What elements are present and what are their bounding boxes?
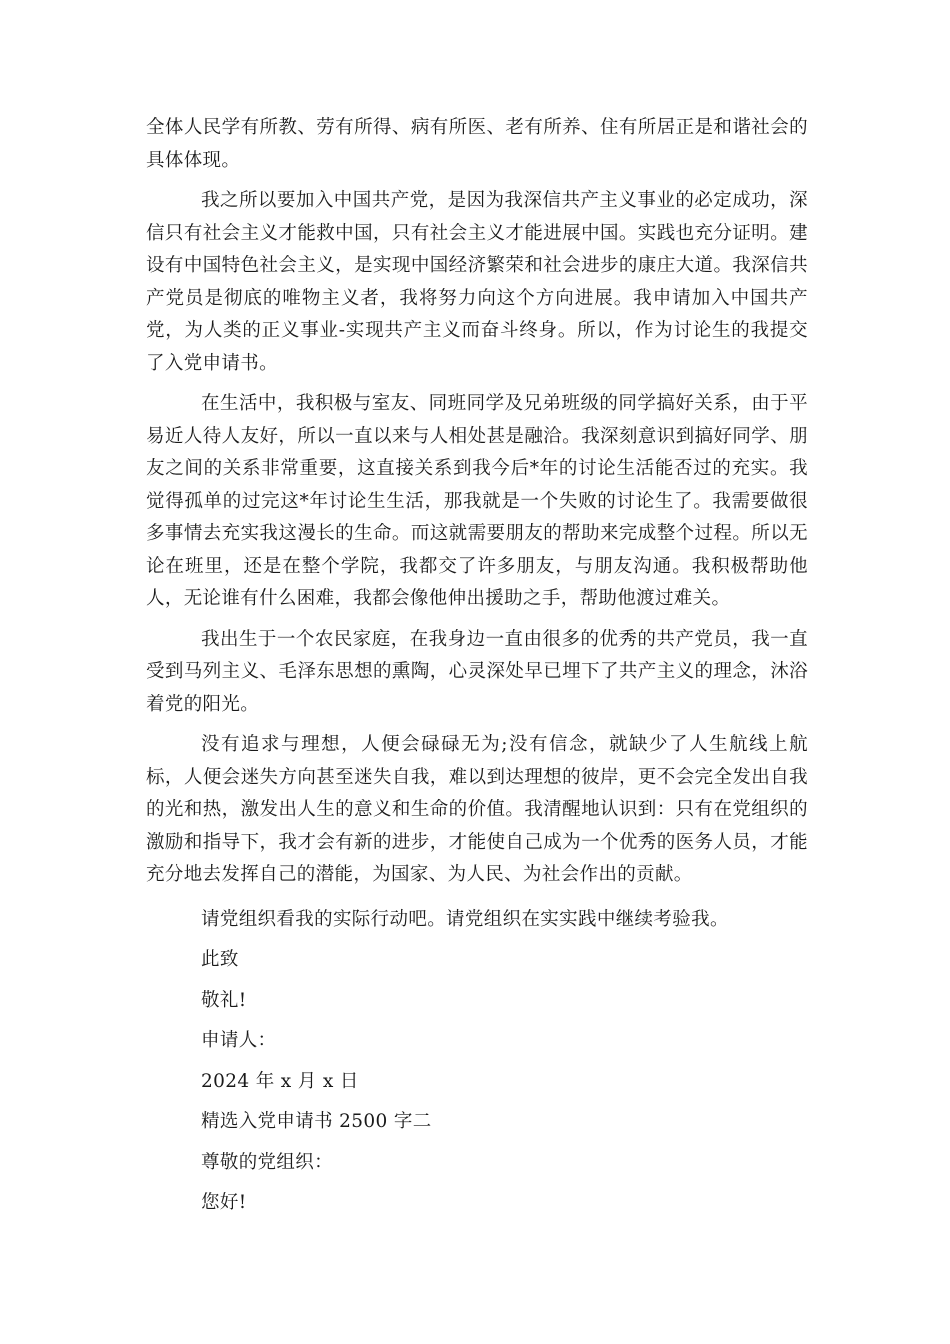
section-heading-second-letter: 精选入党申请书 2500 字二: [201, 1111, 432, 1132]
greeting-party-organization: 尊敬的党组织：: [201, 1151, 333, 1173]
closing-request-line: 请党组织看我的实际行动吧。请党组织在实实践中继续考验我。: [201, 908, 729, 930]
salutation-jingli: 敬礼!: [201, 989, 247, 1011]
salutation-cizhi: 此致: [201, 949, 239, 970]
paragraph-reason-to-join: 我之所以要加入中国共产党，是因为我深信共产主义事业的必定成功，深信只有社会主义才能救中国，只有社会主义才能进展中国。实践也充分证明。建设有中国特色社会主义，是实现中国经济繁荣和社会进步的康庄大道。我深信共产党员是彻底的唯物主义者，我将努力向这个方向进展。我申请加入中国共产党，为人类的正义事业-实现共产主义而奋斗终身。所以，作为讨论生的我提交了入党申请书。: [146, 190, 808, 374]
date-line: 2024 年 x 月 x 日: [201, 1070, 359, 1092]
applicant-label: 申请人：: [201, 1030, 277, 1051]
paragraph-family-background: 我出生于一个农民家庭，在我身边一直由很多的优秀的共产党员，我一直受到马列主义、毛泽东思想的熏陶，心灵深处早已埋下了共产主义的理念，沐浴着党的阳光。: [146, 628, 808, 715]
letter-body: [146, 113, 808, 1224]
paragraph-daily-life: 在生活中，我积极与室友、同班同学及兄弟班级的同学搞好关系，由于平易近人待人友好，所以一直以来与人相处甚是融洽。我深刻意识到搞好同学、朋友之间的关系非常重要，这直接关系到我今后*年的讨论生活能否过的充实。我觉得孤单的过完这*年讨论生生活，那我就是一个失败的讨论生了。我需要做很多事情去充实我这漫长的生命。而这就需要朋友的帮助来完成整个过程。所以无论在班里，还是在整个学院，我都交了许多朋友，与朋友沟通。我积极帮助他人，无论谁有什么困难，我都会像他伸出援助之手，帮助他渡过难关。: [146, 393, 808, 609]
greeting-hello: 您好!: [201, 1192, 247, 1213]
paragraph-ideals: 没有追求与理想，人便会碌碌无为;没有信念，就缺少了人生航线上航标，人便会迷失方向甚至迷失自我，难以到达理想的彼岸，更不会完全发出自我的光和热，激发出人生的意义和生命的价值。我清醒地认识到：只有在党组织的激励和指导下，我才会有新的进步，才能使自己成为一个优秀的医务人员，才能充分地去发挥自己的潜能，为国家、为人民、为社会作出的贡献。: [146, 734, 808, 885]
paragraph-harmony: 全体人民学有所教、劳有所得、病有所医、老有所养、住有所居正是和谐社会的具体体现。: [146, 117, 808, 171]
